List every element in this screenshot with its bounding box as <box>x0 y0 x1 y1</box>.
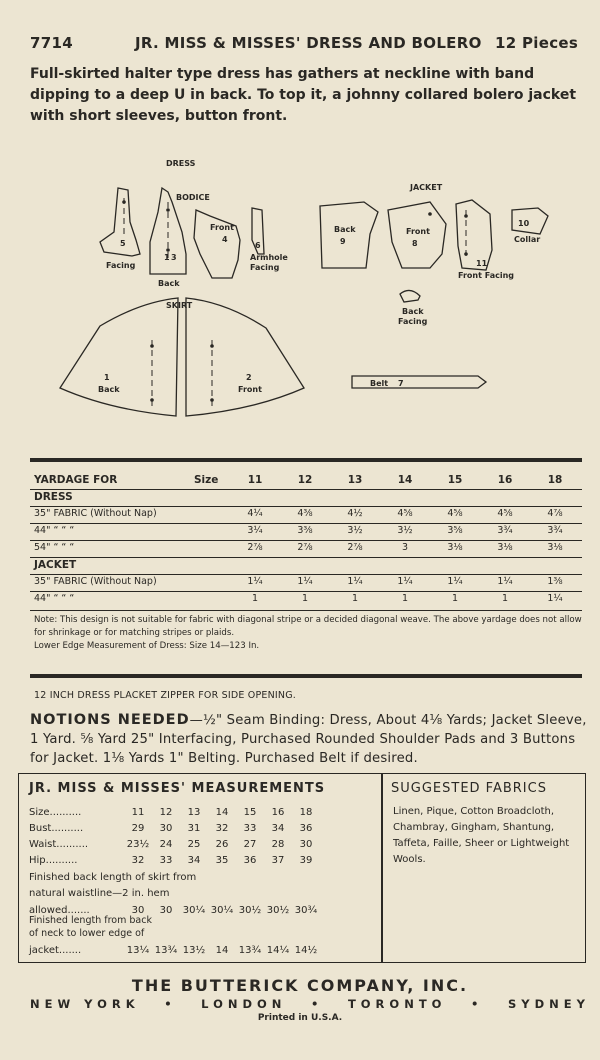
bullet: • <box>311 997 324 1011</box>
size-cell: 14 <box>397 473 413 486</box>
box-divider <box>381 774 383 962</box>
yardage-cell: 1 <box>351 593 359 604</box>
measure-cell: 30 <box>159 822 173 834</box>
city: SYDNEY <box>507 997 590 1011</box>
yardage-notes <box>34 614 584 653</box>
measure-cell: 30¼ <box>210 904 234 916</box>
measure-cell: 36 <box>243 854 257 866</box>
yardage-cell: 3¾ <box>497 525 513 536</box>
measure-cell: 33 <box>243 822 257 834</box>
section-jacket: JACKET <box>34 558 77 571</box>
front-facing-number: 11 <box>476 259 488 268</box>
yardage-cell: 1 <box>501 593 509 604</box>
skirt-length-line: natural waistline—2 in. hem <box>29 888 170 899</box>
yardage-cell: 1¼ <box>247 576 263 587</box>
bodice-front-piece <box>194 210 240 278</box>
table-row <box>30 573 580 590</box>
city: NEW YORK <box>30 997 140 1011</box>
front-facing-label: Front Facing <box>458 271 514 280</box>
measure-cell: 26 <box>215 838 229 850</box>
bodice-front-number: 4 <box>222 235 228 244</box>
table-row <box>29 942 320 958</box>
measure-cell: 13½ <box>182 944 206 956</box>
size-cell: 12 <box>297 473 313 486</box>
measurements-table <box>29 804 320 868</box>
measure-cell: 30 <box>131 904 145 916</box>
collar-number: 10 <box>518 219 530 228</box>
yardage-cell: 1¼ <box>547 593 563 604</box>
bullet: • <box>164 997 177 1011</box>
yardage-rule <box>30 506 582 507</box>
measure-cell: 30¼ <box>182 904 206 916</box>
back-facing-label-1: Back <box>402 307 424 316</box>
measure-cell: 37 <box>271 854 285 866</box>
table-row <box>29 820 320 836</box>
jacket-length-line: of neck to lower edge of <box>29 928 145 939</box>
pattern-number: 7714 <box>30 34 73 52</box>
row-label: jacket....... <box>29 944 82 956</box>
label-dress: DRESS <box>166 159 196 168</box>
yardage-bottom-rule <box>30 610 582 611</box>
measure-cell: 13¾ <box>154 944 178 956</box>
notions-label: NOTIONS NEEDED <box>30 712 190 728</box>
yardage-cell: 4¼ <box>247 508 263 519</box>
table-row <box>30 522 580 539</box>
yardage-table <box>30 471 580 607</box>
row-label: 54" “ “ “ <box>34 542 75 553</box>
facing-label: Facing <box>106 261 136 270</box>
yardage-cell: 4⅜ <box>297 508 313 519</box>
size-label: Size <box>194 473 219 486</box>
yardage-cell: 3 <box>401 542 409 553</box>
measure-cell: 11 <box>131 806 145 818</box>
yardage-cell: 3½ <box>397 525 413 536</box>
measure-cell: 14½ <box>294 944 318 956</box>
skirt-front-number: 2 <box>246 373 252 382</box>
measure-cell: 32 <box>215 822 229 834</box>
back-facing-piece <box>400 290 420 302</box>
skirt-length-line: Finished back length of skirt from <box>29 872 197 883</box>
yardage-cell: 3⅛ <box>497 542 513 553</box>
yardage-cell: 2⅞ <box>347 542 363 553</box>
measure-cell: 12 <box>159 806 173 818</box>
measure-cell: 30½ <box>266 904 290 916</box>
city: TORONTO <box>347 997 447 1011</box>
printed-in-usa: Printed in U.S.A. <box>257 1013 343 1023</box>
measure-cell: 13 <box>187 806 201 818</box>
armhole-label-2: Facing <box>250 263 280 272</box>
measurements-title: JR. MISS & MISSES' MEASUREMENTS <box>29 781 326 796</box>
measure-cell: 31 <box>187 822 201 834</box>
yardage-cell: 1 <box>451 593 459 604</box>
yardage-top-rule <box>30 458 582 462</box>
yardage-cell: 3⅛ <box>447 542 463 553</box>
yardage-cell: 4½ <box>347 508 363 519</box>
size-cell: 15 <box>447 473 463 486</box>
measure-cell: 30½ <box>238 904 262 916</box>
yardage-cell: 4⅞ <box>547 508 563 519</box>
jacket-length-line: Finished length from back <box>29 915 152 926</box>
row-label: Bust.......... <box>29 822 84 834</box>
measure-cell: 25 <box>187 838 201 850</box>
bullet: • <box>471 997 484 1011</box>
measure-cell: 39 <box>299 854 313 866</box>
belt-label: Belt <box>370 379 389 388</box>
notions-needed <box>30 711 590 768</box>
yardage-cell: 1 <box>301 593 309 604</box>
description: Full-skirted halter type dress has gathers at neckline with band dipping to a deep U in back. To top it, a johnny collared bolero jacket with short sleeves, button front. <box>30 66 577 124</box>
measure-cell: 24 <box>159 838 173 850</box>
notions-text: —½" Seam Binding: Dress, About 4⅛ Yards; Jacket Sleeve, 1 Yard. ⅝ Yard 25" Interfacing, Purchased Rounded Shoulder Pads and 3 Buttons for Jacket. 1⅛ Yards 1" Belting. Purchased Belt if desired. <box>30 713 587 766</box>
row-label: 35" FABRIC (Without Nap) <box>34 576 157 587</box>
facing-number: 5 <box>120 239 126 248</box>
measure-cell: 13¼ <box>126 944 150 956</box>
yardage-rule <box>30 540 582 541</box>
jacket-length-note <box>29 914 152 940</box>
cities-line <box>30 997 590 1011</box>
placket-note: 12 INCH DRESS PLACKET ZIPPER FOR SIDE OPENING. <box>34 690 296 701</box>
jacket-back-number: 9 <box>340 237 346 246</box>
row-label: 35" FABRIC (Without Nap) <box>34 508 157 519</box>
back-facing-label-2: Facing <box>398 317 428 326</box>
measure-cell: 18 <box>299 806 313 818</box>
row-label: Size.......... <box>29 806 82 818</box>
pattern-pieces-diagram <box>0 150 600 450</box>
note-text: Note: This design is not suitable for fabric with diagonal stripe or a decided diagonal weave. The above yardage does not allow for shrinkage or for matching stripes or plaids. <box>34 615 582 638</box>
yardage-cell: 4⅝ <box>397 508 413 519</box>
pattern-title: JR. MISS & MISSES' DRESS AND BOLERO <box>135 34 482 52</box>
jacket-length-table <box>29 942 320 958</box>
measure-cell: 16 <box>271 806 285 818</box>
measure-cell: 30¾ <box>294 904 318 916</box>
yardage-cell: 3⅜ <box>297 525 313 536</box>
city: LONDON <box>201 997 287 1011</box>
measure-cell: 34 <box>271 822 285 834</box>
size-cell: 11 <box>247 473 263 486</box>
company-name: THE BUTTERICK COMPANY, INC. <box>131 976 469 995</box>
skirt-back-label: Back <box>98 385 120 394</box>
yardage-cell: 4⅝ <box>447 508 463 519</box>
yardage-cell: 4⅝ <box>497 508 513 519</box>
bodice-back-number: 3 <box>171 253 177 262</box>
jacket-front-label: Front <box>406 227 430 236</box>
yardage-rule <box>30 574 582 575</box>
yardage-cell: 1¼ <box>297 576 313 587</box>
yardage-cell: 3½ <box>347 525 363 536</box>
measure-cell: 34 <box>187 854 201 866</box>
size-cell: 13 <box>347 473 363 486</box>
measure-cell: 14 <box>215 944 229 956</box>
table-row <box>29 852 320 868</box>
measure-cell: 15 <box>243 806 257 818</box>
yardage-cell: 3⅝ <box>447 525 463 536</box>
size-cell: 16 <box>497 473 513 486</box>
jacket-back-piece <box>320 202 378 268</box>
table-row <box>30 590 580 607</box>
measurements-box <box>18 773 586 963</box>
belt-number: 7 <box>398 379 404 388</box>
yardage-rule <box>30 523 582 524</box>
jacket-front-number: 8 <box>412 239 418 248</box>
label-bodice: BODICE <box>176 193 210 202</box>
measure-cell: 30 <box>159 904 173 916</box>
skirt-length-note <box>29 870 196 902</box>
measure-cell: 14 <box>215 806 229 818</box>
measure-cell: 14¼ <box>266 944 290 956</box>
skirt-front-piece <box>186 298 304 416</box>
yardage-rule <box>30 591 582 592</box>
yardage-cell: 1¼ <box>397 576 413 587</box>
table-row <box>29 836 320 852</box>
yardage-cell: 1¼ <box>497 576 513 587</box>
fabrics-list: Linen, Pique, Cotton Broadcloth, Chambray, Gingham, Shantung, Taffeta, Faille, Sheer or Lightweight Wools. <box>393 806 570 865</box>
placket-rule <box>30 674 582 678</box>
row-label: allowed....... <box>29 904 90 916</box>
yardage-cell: 3⅛ <box>547 542 563 553</box>
yardage-cell: 1 <box>401 593 409 604</box>
table-row <box>30 505 580 522</box>
measure-cell: 32 <box>131 854 145 866</box>
yardage-heading: YARDAGE FOR <box>34 473 118 486</box>
measure-cell: 36 <box>299 822 313 834</box>
yardage-cell: 1⅜ <box>547 576 563 587</box>
measure-cell: 28 <box>271 838 285 850</box>
section-dress: DRESS <box>34 490 73 503</box>
row-label: 44" “ “ “ <box>34 525 75 536</box>
yardage-rule <box>30 557 582 558</box>
skirt-back-number: 1 <box>104 373 110 382</box>
measure-cell: 13¾ <box>238 944 262 956</box>
label-jacket: JACKET <box>410 183 443 192</box>
yardage-cell: 1¼ <box>447 576 463 587</box>
yardage-header-rule <box>30 489 582 490</box>
table-row <box>29 804 320 820</box>
row-label: Waist.......... <box>29 838 89 850</box>
jacket-back-label: Back <box>334 225 356 234</box>
fabrics-title: SUGGESTED FABRICS <box>391 781 547 796</box>
bodice-back-label: Back <box>158 279 180 288</box>
yardage-cell: 1 <box>251 593 259 604</box>
measure-cell: 35 <box>215 854 229 866</box>
yardage-cell: 3¾ <box>547 525 563 536</box>
skirt-front-label: Front <box>238 385 262 394</box>
measure-cell: 30 <box>299 838 313 850</box>
armhole-label-1: Armhole <box>250 253 288 262</box>
measure-cell: 33 <box>159 854 173 866</box>
bodice-back-number-1: 1 <box>164 253 170 262</box>
collar-label: Collar <box>514 235 541 244</box>
pieces-count: 12 Pieces <box>495 34 579 52</box>
size-cell: 18 <box>547 473 563 486</box>
measure-cell: 29 <box>131 822 145 834</box>
table-row <box>30 539 580 556</box>
measure-cell: 23½ <box>126 838 150 850</box>
measure-cell: 27 <box>243 838 257 850</box>
armhole-number: 6 <box>255 241 261 250</box>
bodice-front-label: Front <box>210 223 234 232</box>
yardage-cell: 3¼ <box>247 525 263 536</box>
label-skirt: SKIRT <box>166 301 193 310</box>
yardage-cell: 2⅞ <box>297 542 313 553</box>
skirt-back-piece <box>60 298 178 416</box>
yardage-header-row <box>30 471 580 488</box>
row-label: Hip.......... <box>29 854 78 866</box>
yardage-cell: 2⅞ <box>247 542 263 553</box>
row-label: 44" “ “ “ <box>34 593 75 604</box>
yardage-cell: 1¼ <box>347 576 363 587</box>
lower-edge-measurement: Lower Edge Measurement of Dress: Size 14—123 In. <box>34 641 260 651</box>
